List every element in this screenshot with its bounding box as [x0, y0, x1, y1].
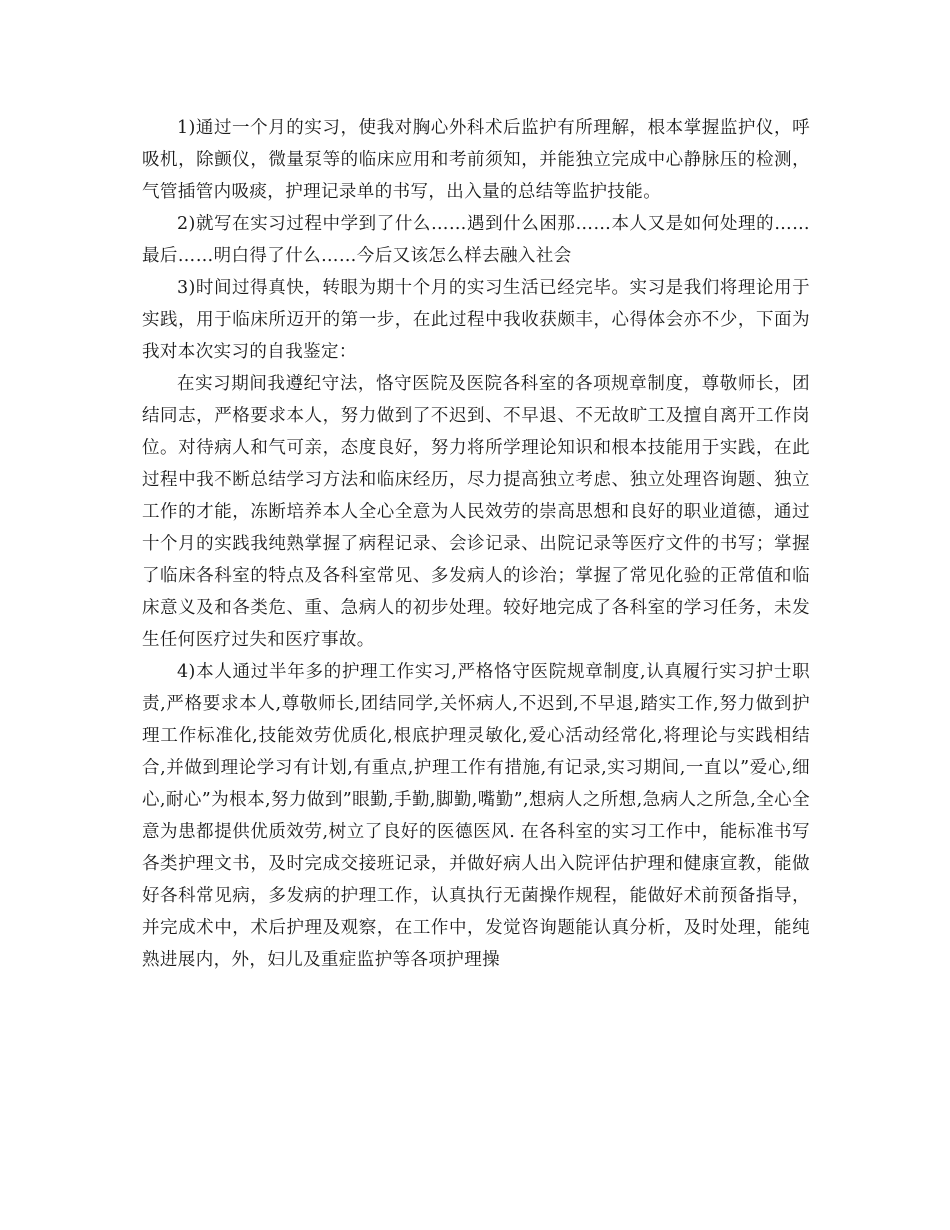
paragraph-2: 2)就写在实习过程中学到了什么……遇到什么困那……本人又是如何处理的……最后……明白得了什么……今后又该怎么样去融入社会 — [142, 214, 810, 266]
paragraph-3: 3)时间过得真快，转眼为期十个月的实习生活已经完毕。实习是我们将理论用于实践，用于临床所迈开的第一步，在此过程中我收获颇丰，心得体会亦不少，下面为我对本次实习的自我鉴定： — [142, 278, 810, 362]
paragraph-1: 1)通过一个月的实习，使我对胸心外科术后监护有所理解，根本掌握监护仪，呼吸机，除颤仪，微量泵等的临床应用和考前须知，并能独立完成中心静脉压的检测，气管插管内吸痰，护理记录单的书写，出入量的总结等监护技能。 — [142, 118, 810, 202]
paragraph-4: 在实习期间我遵纪守法，恪守医院及医院各科室的各项规章制度，尊敬师长，团结同志，严格要求本人，努力做到了不迟到、不早退、不无故旷工及擅自离开工作岗位。对待病人和气可亲，态度良好，努力将所学理论知识和根本技能用于实践，在此过程中我不断总结学习方法和临床经历，尽力提高独立考虑、独立处理咨询题、独立工作的才能，冻断培养本人全心全意为人民效劳的崇高思想和良好的职业道德，通过十个月的实践我纯熟掌握了病程记录、会诊记录、出院记录等医疗文件的书写；掌握了临床各科室的特点及各科室常见、多发病人的诊治；掌握了常见化验的正常值和临床意义及和各类危、重、急病人的初步处理。较好地完成了各科室的学习任务，未发生任何医疗过失和医疗事故。 — [142, 374, 810, 650]
document-body — [142, 112, 810, 976]
paragraph-5: 4)本人通过半年多的护理工作实习,严格恪守医院规章制度,认真履行实习护士职责,严格要求本人,尊敬师长,团结同学,关怀病人,不迟到,不早退,踏实工作,努力做到护理工作标准化,技能效劳优质化,根底护理灵敏化,爱心活动经常化,将理论与实践相结合,并做到理论学习有计划,有重点,护理工作有措施,有记录,实习期间,一直以”爱心,细心,耐心”为根本,努力做到”眼勤,手勤,脚勤,嘴勤”,想病人之所想,急病人之所急,全心全意为患都提供优质效劳,树立了良好的医德医风. 在各科室的实习工作中，能标准书写各类护理文书，及时完成交接班记录，并做好病人出入院评估护理和健康宣教，能做好各科常见病，多发病的护理工作，认真执行无菌操作规程，能做好术前预备指导，并完成术中，术后护理及观察，在工作中，发觉咨询题能认真分析，及时处理，能纯熟进展内，外，妇儿及重症监护等各项护理操 — [142, 662, 810, 970]
